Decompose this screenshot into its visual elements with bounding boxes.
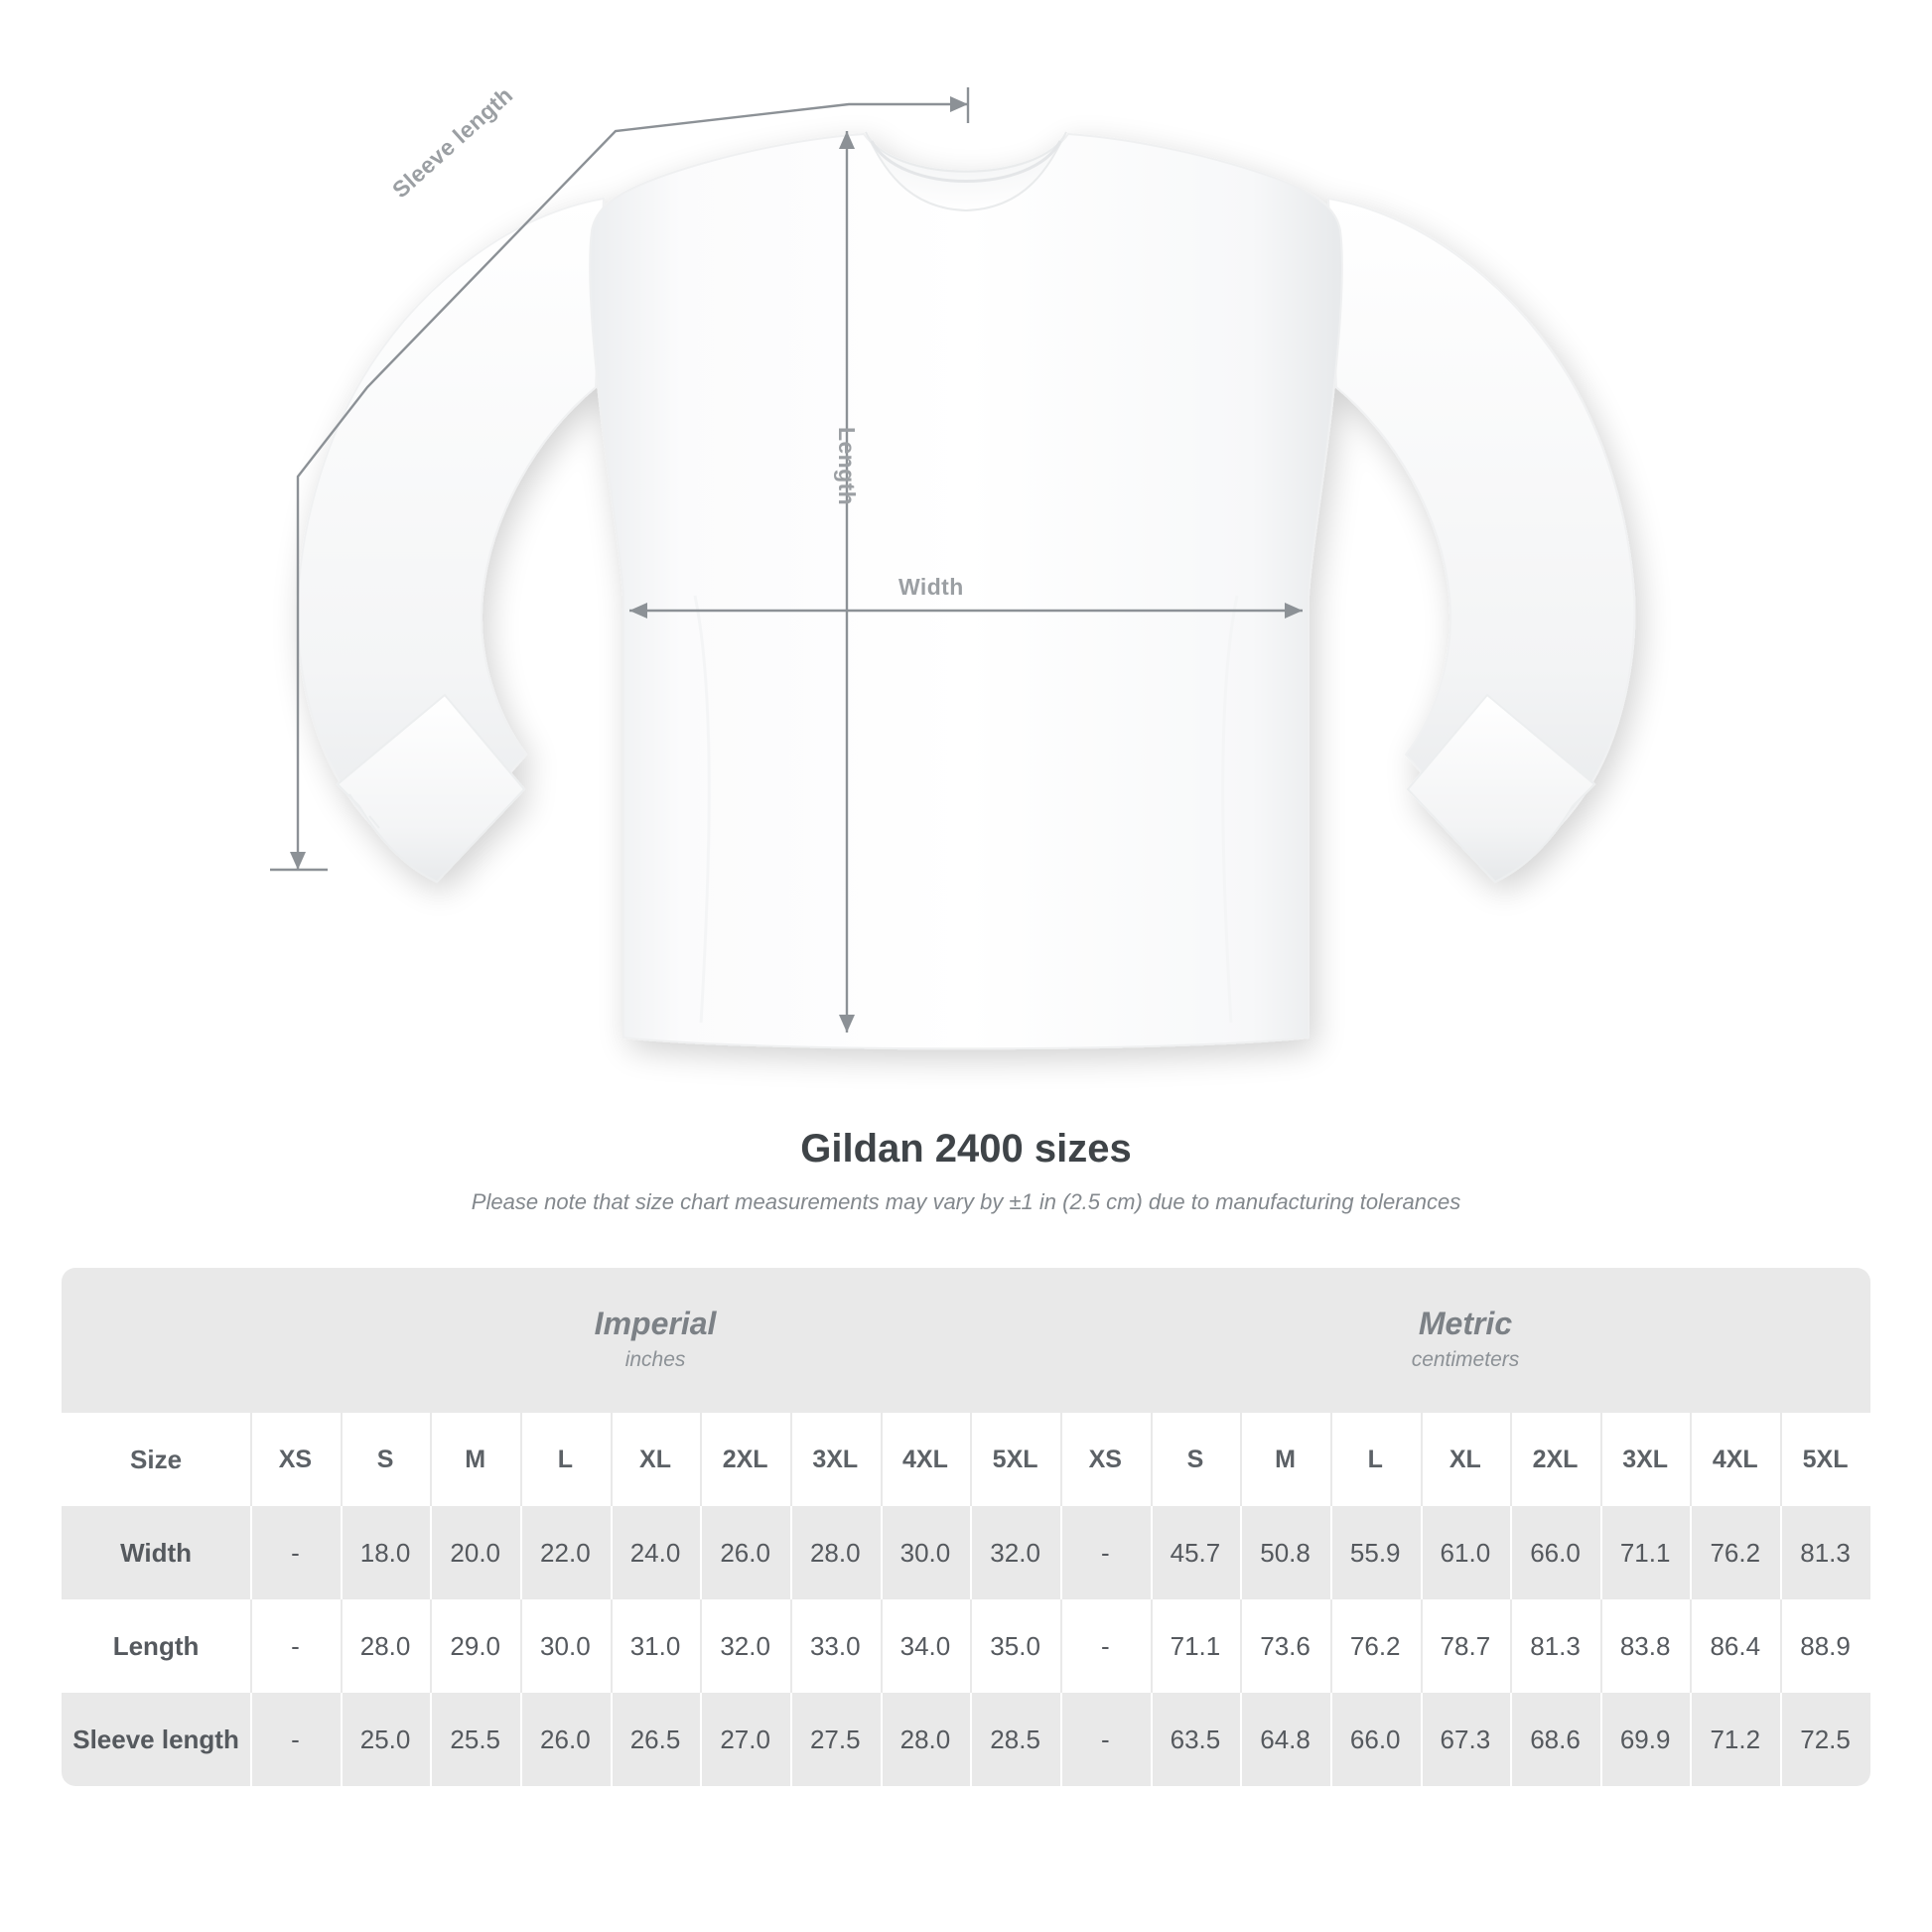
cell-sleeve-metric-5xl: 72.5: [1780, 1693, 1870, 1786]
cell-width-metric-xl: 61.0: [1421, 1506, 1511, 1599]
cell-sleeve-imperial-2xl: 27.0: [700, 1693, 790, 1786]
unit-group-imperial-unit: inches: [624, 1348, 686, 1372]
unit-group-metric-name: Metric: [1418, 1306, 1513, 1342]
title-block: [0, 1127, 1932, 1215]
size-header-imperial-s: S: [341, 1413, 431, 1506]
cell-sleeve-metric-3xl: 69.9: [1600, 1693, 1691, 1786]
size-header-metric-s: S: [1151, 1413, 1241, 1506]
cell-length-metric-3xl: 83.8: [1600, 1599, 1691, 1693]
cell-length-metric-xs: -: [1060, 1599, 1151, 1693]
length-dimension-label: Length: [834, 427, 860, 506]
cell-width-imperial-4xl: 30.0: [881, 1506, 971, 1599]
cell-width-imperial-5xl: 32.0: [970, 1506, 1060, 1599]
size-header-imperial-l: L: [520, 1413, 611, 1506]
size-header-metric-3xl: 3XL: [1600, 1413, 1691, 1506]
cell-width-metric-l: 55.9: [1330, 1506, 1421, 1599]
size-header-imperial-3xl: 3XL: [790, 1413, 881, 1506]
cell-width-metric-xs: -: [1060, 1506, 1151, 1599]
sleeve-length-dimension-label: Sleeve length: [387, 81, 518, 204]
unit-header-row: [62, 1268, 1870, 1413]
cell-length-imperial-m: 29.0: [430, 1599, 520, 1693]
size-header-metric-l: L: [1330, 1413, 1421, 1506]
cell-sleeve-imperial-l: 26.0: [520, 1693, 611, 1786]
cell-length-metric-xl: 78.7: [1421, 1599, 1511, 1693]
cell-length-imperial-5xl: 35.0: [970, 1599, 1060, 1693]
size-header-metric-m: M: [1240, 1413, 1330, 1506]
cell-length-imperial-s: 28.0: [341, 1599, 431, 1693]
cell-length-metric-5xl: 88.9: [1780, 1599, 1870, 1693]
size-header-metric-xs: XS: [1060, 1413, 1151, 1506]
cell-length-imperial-xs: -: [250, 1599, 341, 1693]
page-title: Gildan 2400 sizes: [800, 1127, 1132, 1171]
cell-length-imperial-2xl: 32.0: [700, 1599, 790, 1693]
cell-sleeve-imperial-3xl: 27.5: [790, 1693, 881, 1786]
cell-sleeve-imperial-xs: -: [250, 1693, 341, 1786]
cell-width-imperial-s: 18.0: [341, 1506, 431, 1599]
size-header-imperial-xl: XL: [611, 1413, 701, 1506]
cell-length-imperial-3xl: 33.0: [790, 1599, 881, 1693]
cell-width-metric-5xl: 81.3: [1780, 1506, 1870, 1599]
size-header-row: [62, 1413, 1870, 1506]
unit-group-metric: [1060, 1268, 1870, 1413]
cell-width-imperial-m: 20.0: [430, 1506, 520, 1599]
table-row: [62, 1506, 1870, 1599]
cell-width-metric-3xl: 71.1: [1600, 1506, 1691, 1599]
cell-width-metric-4xl: 76.2: [1690, 1506, 1780, 1599]
cell-length-metric-l: 76.2: [1330, 1599, 1421, 1693]
cell-length-imperial-4xl: 34.0: [881, 1599, 971, 1693]
size-header-imperial-xs: XS: [250, 1413, 341, 1506]
cell-sleeve-metric-l: 66.0: [1330, 1693, 1421, 1786]
cell-sleeve-imperial-5xl: 28.5: [970, 1693, 1060, 1786]
cell-width-imperial-xs: -: [250, 1506, 341, 1599]
cell-width-imperial-l: 22.0: [520, 1506, 611, 1599]
unit-group-metric-unit: centimeters: [1411, 1348, 1520, 1372]
cell-sleeve-metric-m: 64.8: [1240, 1693, 1330, 1786]
tolerance-note: Please note that size chart measurements may vary by ±1 in (2.5 cm) due to manufacturing tolerances: [471, 1189, 1461, 1214]
cell-width-imperial-3xl: 28.0: [790, 1506, 881, 1599]
cell-length-imperial-xl: 31.0: [611, 1599, 701, 1693]
table-row: [62, 1599, 1870, 1693]
cell-width-metric-2xl: 66.0: [1510, 1506, 1600, 1599]
size-header-imperial-5xl: 5XL: [970, 1413, 1060, 1506]
cell-length-metric-2xl: 81.3: [1510, 1599, 1600, 1693]
cell-sleeve-imperial-m: 25.5: [430, 1693, 520, 1786]
cell-width-imperial-2xl: 26.0: [700, 1506, 790, 1599]
cell-width-metric-s: 45.7: [1151, 1506, 1241, 1599]
size-header-imperial-2xl: 2XL: [700, 1413, 790, 1506]
cell-length-imperial-l: 30.0: [520, 1599, 611, 1693]
size-header-metric-2xl: 2XL: [1510, 1413, 1600, 1506]
unit-group-imperial-name: Imperial: [594, 1306, 717, 1342]
cell-sleeve-metric-4xl: 71.2: [1690, 1693, 1780, 1786]
cell-sleeve-imperial-s: 25.0: [341, 1693, 431, 1786]
unit-group-imperial: [250, 1268, 1060, 1413]
row-label-length: Length: [62, 1599, 250, 1693]
cell-length-metric-s: 71.1: [1151, 1599, 1241, 1693]
width-dimension-label: Width: [898, 574, 964, 600]
cell-sleeve-metric-xl: 67.3: [1421, 1693, 1511, 1786]
cell-sleeve-metric-2xl: 68.6: [1510, 1693, 1600, 1786]
size-header-imperial-m: M: [430, 1413, 520, 1506]
size-chart-table: [62, 1268, 1870, 1786]
size-header-metric-xl: XL: [1421, 1413, 1511, 1506]
cell-length-metric-4xl: 86.4: [1690, 1599, 1780, 1693]
row-label-sleeve-length: Sleeve length: [62, 1693, 250, 1786]
cell-width-imperial-xl: 24.0: [611, 1506, 701, 1599]
size-header-label: Size: [62, 1413, 250, 1506]
shirt-shape: [298, 132, 1635, 1048]
size-header-metric-5xl: 5XL: [1780, 1413, 1870, 1506]
size-chart-table-wrapper: [62, 1268, 1870, 1786]
cell-sleeve-imperial-xl: 26.5: [611, 1693, 701, 1786]
row-label-width: Width: [62, 1506, 250, 1599]
cell-width-metric-m: 50.8: [1240, 1506, 1330, 1599]
cell-sleeve-imperial-4xl: 28.0: [881, 1693, 971, 1786]
table-corner-cell: [62, 1268, 250, 1413]
size-header-metric-4xl: 4XL: [1690, 1413, 1780, 1506]
size-header-imperial-4xl: 4XL: [881, 1413, 971, 1506]
cell-sleeve-metric-xs: -: [1060, 1693, 1151, 1786]
table-row: [62, 1693, 1870, 1786]
cell-length-metric-m: 73.6: [1240, 1599, 1330, 1693]
cell-sleeve-metric-s: 63.5: [1151, 1693, 1241, 1786]
